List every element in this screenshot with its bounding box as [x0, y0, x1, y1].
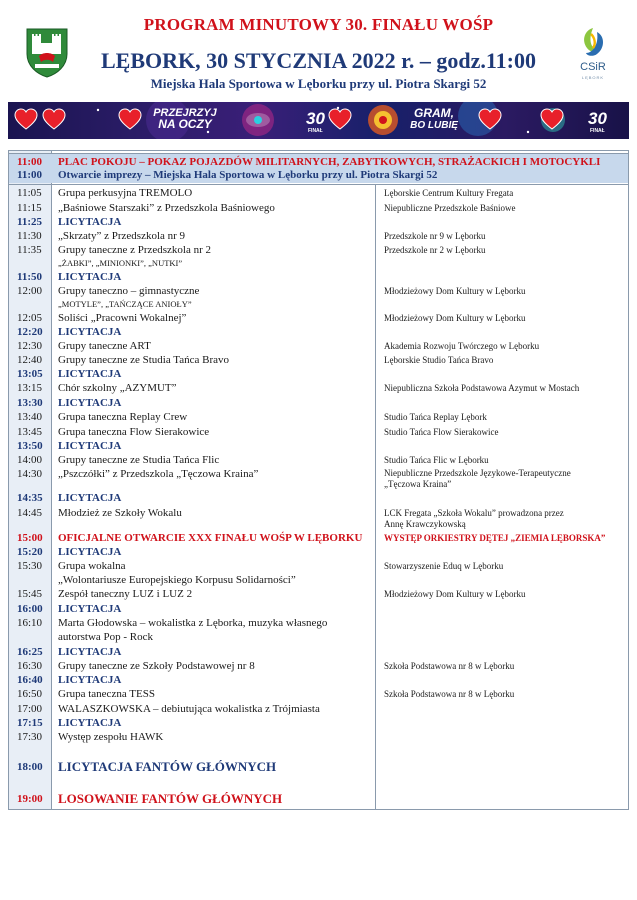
row-event: „Baśniowe Starszaki” z Przedszkola Baśniowego: [58, 202, 275, 214]
row-event: Grupy taneczne ze Studia Tańca Bravo: [58, 354, 229, 366]
banner-slogan-1-line-2: NA OCZY: [158, 117, 212, 131]
row-organizer: WYSTĘP ORKIESTRY DĘTEJ „ZIEMIA LĘBORSKA”: [384, 533, 606, 543]
wosp-heart-icon: [478, 108, 502, 130]
row-time: 16:30: [17, 660, 43, 672]
csir-emblem-icon: [571, 26, 615, 60]
row-event-line-2: autorstwa Pop - Rock: [58, 631, 154, 643]
row-event-sub: „MOTYLE”, „TAŃCZĄCE ANIOŁY”: [58, 299, 192, 309]
row-event: Chór szkolny „AZYMUT”: [58, 382, 177, 394]
csir-logo-text: CSiR: [580, 61, 606, 73]
row-organizer: Lęborskie Studio Tańca Bravo: [384, 355, 494, 365]
row-event: LICYTACJA: [58, 603, 122, 615]
row-organizer: Lęborskie Centrum Kultury Fregata: [384, 188, 514, 198]
wosp-heart-icon: [118, 108, 142, 130]
row-time: 12:30: [17, 340, 43, 352]
row-time: 14:00: [17, 454, 43, 466]
banner-number-sub: FINAŁ: [308, 128, 323, 134]
csir-logo: [571, 26, 615, 86]
row-time: 14:30: [17, 468, 43, 480]
row-organizer: Studio Tańca Flow Sierakowice: [384, 427, 499, 437]
row-time: 16:00: [17, 603, 43, 615]
row-time: 13:45: [17, 426, 43, 438]
row-event: LICYTACJA: [58, 440, 122, 452]
row-event: LOSOWANIE FANTÓW GŁÓWNYCH: [58, 791, 283, 806]
row-time: 18:00: [17, 761, 43, 773]
row-event: Grupa taneczna TESS: [58, 688, 155, 700]
row-event: Grupy taneczno – gimnastyczne: [58, 285, 200, 297]
row-time: 16:10: [17, 617, 43, 629]
row-organizer: Młodzieżowy Dom Kultury w Lęborku: [384, 589, 526, 599]
row-event: Grupa taneczna Flow Sierakowice: [58, 426, 210, 438]
document-header: [0, 0, 637, 100]
row-organizer: Stowarzyszenie Eduq w Lęborku: [384, 561, 504, 571]
row-event: LICYTACJA: [58, 368, 122, 380]
banner-number-sub: FINAŁ: [590, 128, 605, 134]
row-organizer: Niepubliczna Szkoła Podstawowa Azymut w Mostach: [384, 383, 580, 393]
row-event: Zespół taneczny LUZ i LUZ 2: [58, 588, 193, 600]
row-organizer: Przedszkole nr 9 w Lęborku: [384, 231, 486, 241]
row-event: Marta Głodowska – wokalistka z Lęborka, muzyka własnego: [58, 617, 328, 629]
row-time: 15:20: [17, 546, 43, 558]
row-event: LICYTACJA: [58, 326, 122, 338]
banner-number: 30: [588, 109, 607, 128]
wosp-banner: [8, 102, 629, 139]
row-event: Grupy taneczne ze Studia Tańca Flic: [58, 454, 220, 466]
row-event: Soliści „Pracowni Wokalnej”: [58, 312, 187, 324]
row-event: LICYTACJA: [58, 216, 122, 228]
row-event: Grupy taneczne z Przedszkola nr 2: [58, 244, 212, 256]
row-time: 11:05: [17, 187, 42, 199]
row-time: 17:00: [17, 703, 43, 715]
row-event: Grupa wokalna: [58, 560, 126, 572]
row-time: 17:15: [17, 717, 43, 729]
row-organizer: LCK Fregata „Szkoła Wokalu” prowadzona przez: [384, 508, 564, 518]
row-event: Młodzież ze Szkoły Wokalu: [58, 507, 182, 519]
row-organizer: Studio Tańca Replay Lębork: [384, 412, 487, 422]
row-time: 11:25: [17, 216, 43, 228]
row-event: LICYTACJA: [58, 397, 122, 409]
row-event: Grupa perkusyjna TREMOLO: [58, 187, 193, 199]
row-time: 16:40: [17, 674, 43, 686]
row-event: LICYTACJA: [58, 492, 122, 504]
row-organizer: Niepubliczne Przedszkole Językowe-Terapeutyczne: [384, 468, 571, 478]
row-event: Grupa taneczna Replay Crew: [58, 411, 188, 423]
row-event: LICYTACJA FANTÓW GŁÓWNYCH: [58, 759, 277, 774]
row-time: 15:30: [17, 560, 43, 572]
row-event: Otwarcie imprezy – Miejska Hala Sportowa w Lęborku przy ul. Piotra Skargi 52: [58, 169, 438, 181]
row-organizer-line-2: Annę Krawczykowską: [384, 519, 466, 529]
row-event: WALASZKOWSKA – debiutująca wokalistka z Trójmiasta: [58, 703, 320, 715]
schedule-table: [8, 150, 629, 810]
row-organizer: Młodzieżowy Dom Kultury w Lęborku: [384, 286, 526, 296]
row-time: 13:30: [17, 397, 43, 409]
row-organizer: Młodzieżowy Dom Kultury w Lęborku: [384, 313, 526, 323]
banner-number: 30: [306, 109, 325, 128]
banner-slogan-2-line-2: BO LUBIĘ: [410, 120, 458, 131]
row-organizer: Niepubliczne Przedszkole Baśniowe: [384, 203, 516, 213]
row-time: 13:50: [17, 440, 43, 452]
row-organizer: Przedszkole nr 2 w Lęborku: [384, 245, 486, 255]
row-event: „Pszczółki” z Przedszkola „Tęczowa Kraina”: [58, 468, 259, 480]
row-time: 12:40: [17, 354, 43, 366]
row-time: 11:00: [17, 169, 43, 181]
row-event: LICYTACJA: [58, 646, 122, 658]
venue-line: Miejska Hala Sportowa w Lęborku przy ul. Piotra Skargi 52: [150, 76, 487, 91]
wosp-heart-icon: [14, 108, 38, 130]
row-event-sub: „ŻABKI”, „MINIONKI”, „NUTKI”: [58, 258, 183, 268]
row-time: 16:25: [17, 646, 43, 658]
row-time: 16:50: [17, 688, 43, 700]
row-time: 12:00: [17, 285, 43, 297]
row-time: 11:35: [17, 244, 42, 256]
row-organizer: Szkoła Podstawowa nr 8 w Lęborku: [384, 661, 515, 671]
row-event: LICYTACJA: [58, 674, 122, 686]
row-time: 12:20: [17, 326, 43, 338]
row-time: 15:00: [17, 532, 43, 544]
row-event: Występ zespołu HAWK: [58, 731, 164, 743]
wosp-heart-icon: [540, 108, 564, 130]
row-time: 11:15: [17, 202, 42, 214]
row-organizer: Szkoła Podstawowa nr 8 w Lęborku: [384, 689, 515, 699]
row-divider: [9, 184, 628, 185]
row-time: 17:30: [17, 731, 43, 743]
row-time: 13:15: [17, 382, 43, 394]
page-subtitle: LĘBORK, 30 STYCZNIA 2022 r. – godz.11:00: [101, 48, 536, 73]
row-divider: [9, 153, 628, 154]
row-organizer-line-2: „Tęczowa Kraina”: [384, 479, 452, 489]
row-event: LICYTACJA: [58, 271, 122, 283]
row-time: 14:35: [17, 492, 43, 504]
row-event: PLAC POKOJU – POKAZ POJAZDÓW MILITARNYCH, ZABYTKOWYCH, STRAŻACKICH I MOTOCYKLI: [58, 156, 601, 168]
row-event: Grupy taneczne ze Szkoły Podstawowej nr 8: [58, 660, 255, 672]
row-time: 12:05: [17, 312, 43, 324]
row-time: 14:45: [17, 507, 43, 519]
row-event: LICYTACJA: [58, 717, 122, 729]
row-time: 15:45: [17, 588, 43, 600]
row-time: 11:50: [17, 271, 43, 283]
row-organizer: Akademia Rozwoju Twórczego w Lęborku: [384, 341, 540, 351]
row-event: LICYTACJA: [58, 546, 122, 558]
wosp-heart-icon: [42, 108, 66, 130]
wosp-heart-icon: [328, 108, 352, 130]
row-time: 13:05: [17, 368, 43, 380]
row-time: 11:00: [17, 156, 43, 168]
banner-slogan-1-line-1: PRZEJRZYJ: [153, 107, 217, 119]
row-event-line-2: „Wolontariusze Europejskiego Korpusu Solidarności”: [58, 574, 296, 586]
column-divider: [375, 185, 376, 809]
row-time: 19:00: [17, 793, 43, 805]
row-event: OFICJALNE OTWARCIE XXX FINAŁU WOŚP W LĘBORKU: [58, 532, 363, 544]
row-time: 11:30: [17, 230, 42, 242]
row-time: 13:40: [17, 411, 43, 423]
row-event: „Skrzaty” z Przedszkola nr 9: [58, 230, 186, 242]
row-organizer: Studio Tańca Flic w Lęborku: [384, 455, 489, 465]
banner-slogan-2-line-1: GRAM,: [414, 106, 454, 120]
row-event: Grupy taneczne ART: [58, 340, 151, 352]
csir-logo-subtext: LĘBORK: [581, 75, 605, 80]
page-title: PROGRAM MINUTOWY 30. FINAŁU WOŚP: [143, 15, 494, 34]
